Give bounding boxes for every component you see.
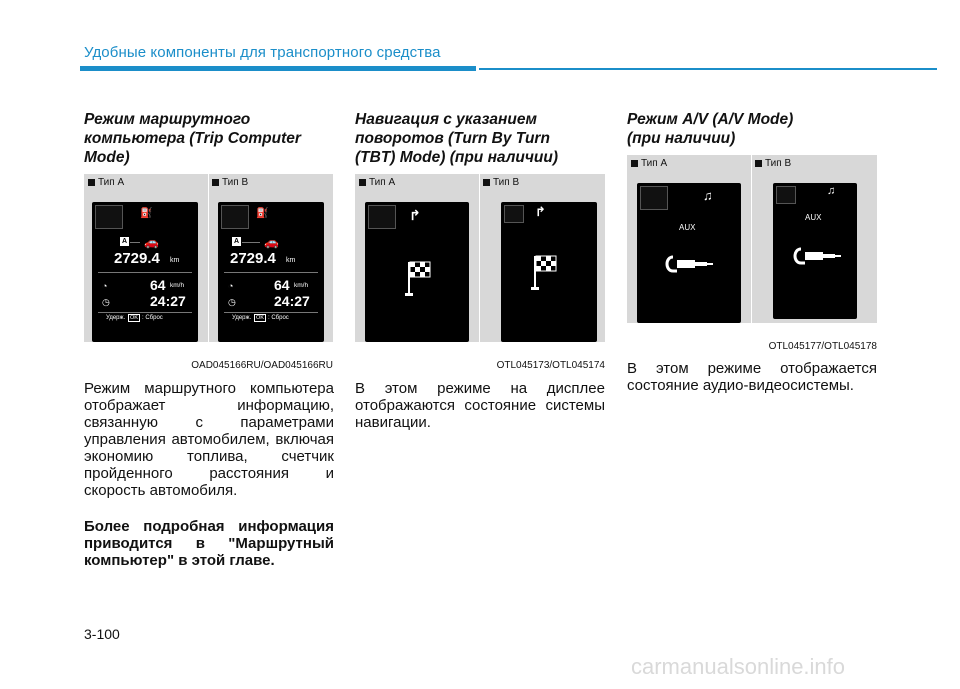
av-screen-a <box>637 183 741 323</box>
odometer-value: 2729.4 <box>230 250 276 267</box>
turn-right-arrow-icon: ↱ <box>535 204 546 219</box>
trip-screen-b <box>218 202 324 342</box>
mode-icon <box>504 205 524 223</box>
square-bullet-icon <box>755 160 762 167</box>
mode-icon <box>640 186 668 210</box>
time-value: 24:27 <box>150 293 186 309</box>
aux-label: AUX <box>679 223 696 232</box>
type-b-label: Тип B <box>483 177 519 188</box>
trip-computer-description: Режим маршрутного компьютера отображает информацию, связанную с параметрами управления автомобилем, включая экономию топлива, счетчик пройденного расстояния и скорость автомобиля. <box>84 380 334 499</box>
square-bullet-icon <box>88 179 95 186</box>
odometer-value: 2729.4 <box>114 250 160 267</box>
aux-label: AUX <box>805 213 822 222</box>
figure-divider <box>751 155 752 323</box>
trip-badge: A <box>233 238 240 245</box>
speed-gauge-icon: ◔ <box>102 281 108 291</box>
mode-icon <box>221 205 249 229</box>
divider <box>224 312 318 313</box>
square-bullet-icon <box>212 179 219 186</box>
figure-divider <box>479 174 480 342</box>
type-a-label: Тип A <box>631 158 667 169</box>
av-mode-description: В этом режиме отображается состояние аудио-видеосистемы. <box>627 360 877 394</box>
square-bullet-icon <box>631 160 638 167</box>
fuel-icon: ⛽ <box>256 208 269 219</box>
hold-label: Удерж. <box>106 315 126 321</box>
tbt-screen-a <box>365 202 469 342</box>
trip-screen-a <box>92 202 198 342</box>
page-number: 3-100 <box>84 626 120 642</box>
header-rule-thin <box>479 68 937 70</box>
destination-flag-icon <box>405 258 435 298</box>
tbt-heading: Навигация с указанием поворотов (Turn By Turn (TBT) Mode) (при наличии) <box>355 111 558 166</box>
ok-key: OK <box>130 315 138 321</box>
turn-right-arrow-icon: ↱ <box>409 207 421 223</box>
header-title: Удобные компоненты для транспортного средства <box>84 44 441 61</box>
divider <box>98 312 192 313</box>
trip-computer-figure <box>84 174 333 342</box>
music-note-icon: ♫ <box>703 188 713 203</box>
tbt-screen-b <box>501 202 597 342</box>
hold-label: Удерж. <box>232 315 252 321</box>
car-icon: 🚗 <box>144 235 159 249</box>
speed-unit: km/h <box>294 282 309 289</box>
speed-unit: km/h <box>170 282 185 289</box>
mode-icon <box>95 205 123 229</box>
divider <box>98 272 192 273</box>
clock-icon: ◷ <box>102 297 110 307</box>
fuel-icon: ⛽ <box>140 208 153 219</box>
speed-value: 64 <box>150 277 166 293</box>
divider <box>242 242 260 243</box>
av-mode-heading: Режим A/V (A/V Mode) (при наличии) <box>627 111 794 147</box>
watermark: carmanualsonline.info <box>631 654 846 679</box>
music-note-icon: ♫ <box>827 185 836 197</box>
figure-divider <box>208 174 209 342</box>
time-value: 24:27 <box>274 293 310 309</box>
av-image-code: OTL045177/OTL045178 <box>768 341 877 352</box>
av-screen-b <box>773 183 857 319</box>
divider <box>224 272 318 273</box>
reset-label: : Сброс <box>142 315 163 321</box>
trip-computer-reference-note: Более подробная информация приводится в "Маршрутный компьютер" в этой главе. <box>84 518 334 569</box>
destination-flag-icon <box>531 252 561 292</box>
av-mode-figure <box>627 155 877 323</box>
type-a-label: Тип A <box>359 177 395 188</box>
square-bullet-icon <box>359 179 366 186</box>
trip-computer-heading: Режим маршрутного компьютера (Trip Computer Mode) <box>84 111 301 166</box>
type-a-label: Тип A <box>88 177 124 188</box>
reset-label: : Сброс <box>268 315 289 321</box>
car-icon: 🚗 <box>264 235 279 249</box>
square-bullet-icon <box>483 179 490 186</box>
mode-icon <box>368 205 396 229</box>
trip-badge: A <box>121 238 128 245</box>
type-b-label: Тип B <box>755 158 791 169</box>
odometer-unit: km <box>286 257 296 264</box>
odometer-unit: km <box>170 257 180 264</box>
divider <box>130 242 140 243</box>
header-rule-thick <box>80 66 476 71</box>
tbt-description: В этом режиме на дисплее отображаются состояние системы навигации. <box>355 380 605 431</box>
aux-cable-icon <box>663 253 715 275</box>
mode-icon <box>776 186 796 204</box>
trip-image-code: OAD045166RU/OAD045166RU <box>191 360 333 371</box>
tbt-figure <box>355 174 605 342</box>
type-b-label: Тип B <box>212 177 248 188</box>
aux-cable-icon <box>791 245 843 267</box>
speed-gauge-icon: ◔ <box>228 281 234 291</box>
tbt-image-code: OTL045173/OTL045174 <box>496 360 605 371</box>
speed-value: 64 <box>274 277 290 293</box>
ok-key: OK <box>256 315 264 321</box>
clock-icon: ◷ <box>228 297 236 307</box>
